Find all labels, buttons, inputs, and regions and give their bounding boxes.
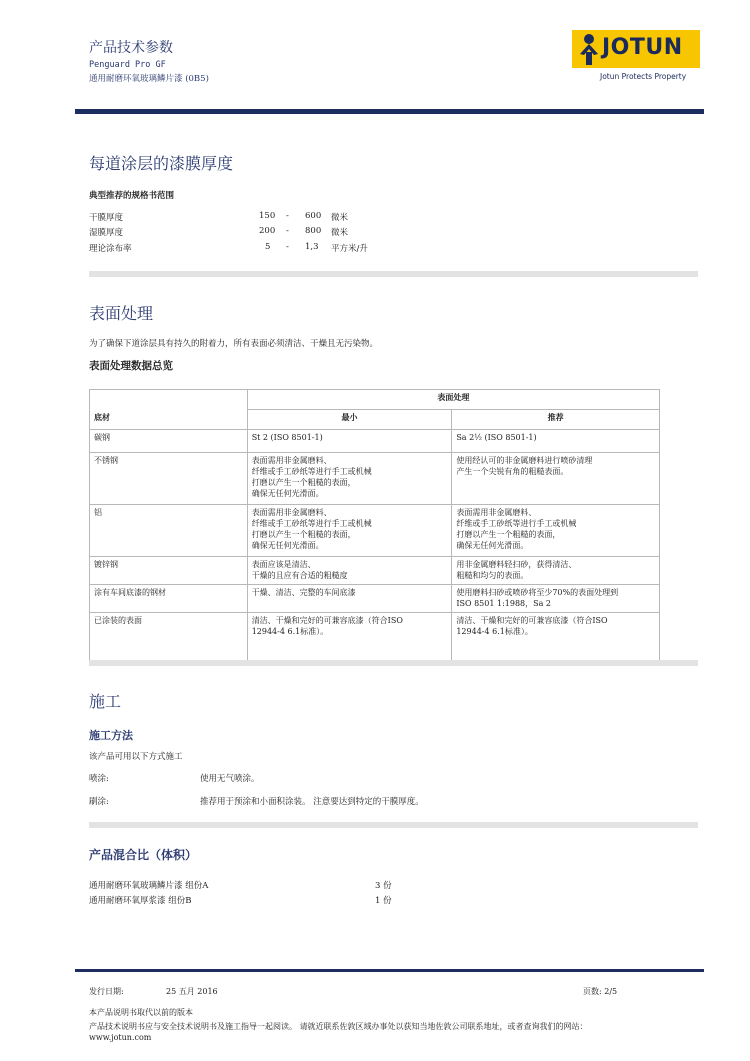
spec-row [89,211,409,225]
spec-unit: 微米 [331,213,349,223]
website-link[interactable]: www.jotun.com [89,1033,152,1042]
page-title: 产品技术参数 [89,40,173,56]
mix-value: 3 份 [375,881,392,891]
rec-cell: Sa 2½ (ISO 8501-1) [452,430,660,453]
spec-min: 150 [259,211,276,221]
mix-label: 通用耐磨环氧玻璃鳞片漆 组份A [89,881,209,891]
rec-cell: 使用经认可的非金属磨料进行喷砂清理 产生一个尖锐有角的粗糙表面。 [452,453,660,505]
spec-min: 200 [259,226,276,236]
surface-heading: 表面处理 [89,304,154,323]
spec-unit: 平方米/升 [331,244,368,254]
spec-label: 理论涂布率 [89,244,132,254]
table-corner [90,390,248,410]
film-thickness-heading: 每道涂层的漆膜厚度 [89,154,234,173]
surface-table [89,389,660,661]
min-cell: 表面需用非金属磨料、 纤维或手工砂纸等进行手工或机械 打磨以产生一个粗糙的表面， 确保无任何光滑面。 [247,505,452,557]
rec-cell: 用非金属磨料轻扫砂，获得清洁、 粗糙和均匀的表面。 [452,557,660,585]
spec-label: 湿膜厚度 [89,228,124,238]
section-divider [89,271,698,277]
application-heading: 施工 [89,692,122,711]
mix-label: 通用耐磨环氧厚浆漆 组份B [89,896,192,906]
rec-cell: 使用磨料扫砂或喷砂将至少70%的表面处理到 ISO 8501 1:1988，Sa 2 [452,585,660,613]
footer-line1: 本产品说明书取代以前的版本 [89,1008,193,1017]
section-divider [89,660,698,666]
table-row [90,585,660,613]
substrate-cell: 涂有车间底漆的钢材 [90,585,248,613]
method-text-spray: 使用无气喷涂。 [200,774,260,784]
product-name: Penguard Pro GF [89,60,166,70]
issue-label: 发行日期: [89,987,124,996]
substrate-cell: 已涂装的表面 [90,613,248,661]
table-row [90,557,660,585]
jotun-logo [572,30,700,86]
product-name-cn: 通用耐磨环氧玻璃鳞片漆 (0B5) [89,74,209,84]
method-label-brush: 刷涂: [89,797,109,807]
col-min-header: 最小 [247,410,452,430]
footer-line2: 产品技术说明书应与安全技术说明书及施工指导一起阅读。 请就近联系佐敦区域办事处以获知当地佐敦公司联系地址，或者查询我们的网站： [89,1022,588,1031]
col-group-header: 表面处理 [247,390,659,410]
method-title: 施工方法 [89,729,133,742]
mix-value: 1 份 [375,896,392,906]
spec-unit: 微米 [331,228,349,238]
spec-row [89,226,409,240]
min-cell: 表面应该是清洁、 干燥的且应有合适的粗糙度 [247,557,452,585]
logo-wordmark: JOTUN [602,35,683,60]
method-text-brush: 推荐用于预涂和小面积涂装。 注意要达到特定的干膜厚度。 [200,797,424,807]
logo-yellow-box [572,30,700,68]
table-row [90,430,660,453]
mix-heading: 产品混合比（体积） [89,848,198,862]
spec-dash: - [286,226,289,236]
substrate-cell: 铝 [90,505,248,557]
spec-row [89,242,409,256]
substrate-cell: 碳钢 [90,430,248,453]
spec-label: 干膜厚度 [89,213,124,223]
page-number: 页数: 2/5 [583,987,618,996]
substrate-cell: 镀锌钢 [90,557,248,585]
spec-dash: - [286,242,289,252]
min-cell: 清洁、干燥和完好的可兼容底漆（符合ISO 12944-4 6.1标准）。 [247,613,452,661]
spec-min: 5 [265,242,271,252]
table-row [90,453,660,505]
min-cell: St 2 (ISO 8501-1) [247,430,452,453]
col-rec-header: 推荐 [452,410,660,430]
spec-max: 1,3 [305,242,319,252]
spec-max: 800 [305,226,322,236]
col-substrate-header: 底材 [90,410,248,430]
footer-divider [75,969,704,972]
min-cell: 干燥、清洁、完整的车间底漆 [247,585,452,613]
section-divider [89,822,698,828]
method-intro: 该产品可用以下方式施工 [89,752,183,762]
min-cell: 表面需用非金属磨料、 纤维或手工砂纸等进行手工或机械 打磨以产生一个粗糙的表面， 确保无任何光滑面。 [247,453,452,505]
spec-max: 600 [305,211,322,221]
surface-intro: 为了确保下道涂层具有持久的附着力，所有表面必须清洁、干燥且无污染物。 [89,339,379,349]
spec-dash: - [286,211,289,221]
logo-figure-icon [575,32,603,66]
header-divider [75,109,704,114]
table-row [90,613,660,661]
issue-date: 25 五月 2016 [166,987,218,996]
substrate-cell: 不锈钢 [90,453,248,505]
film-subheading: 典型推荐的规格书范围 [89,191,175,201]
rec-cell: 表面需用非金属磨料、 纤维或手工砂纸等进行手工或机械 打磨以产生一个粗糙的表面， 确保无任何光滑面。 [452,505,660,557]
rec-cell: 清洁、干燥和完好的可兼容底漆（符合ISO 12944-4 6.1标准）。 [452,613,660,661]
method-label-spray: 喷涂: [89,774,109,784]
logo-tagline: Jotun Protects Property [600,72,687,81]
surface-table-title: 表面处理数据总览 [89,360,173,372]
table-row [90,505,660,557]
